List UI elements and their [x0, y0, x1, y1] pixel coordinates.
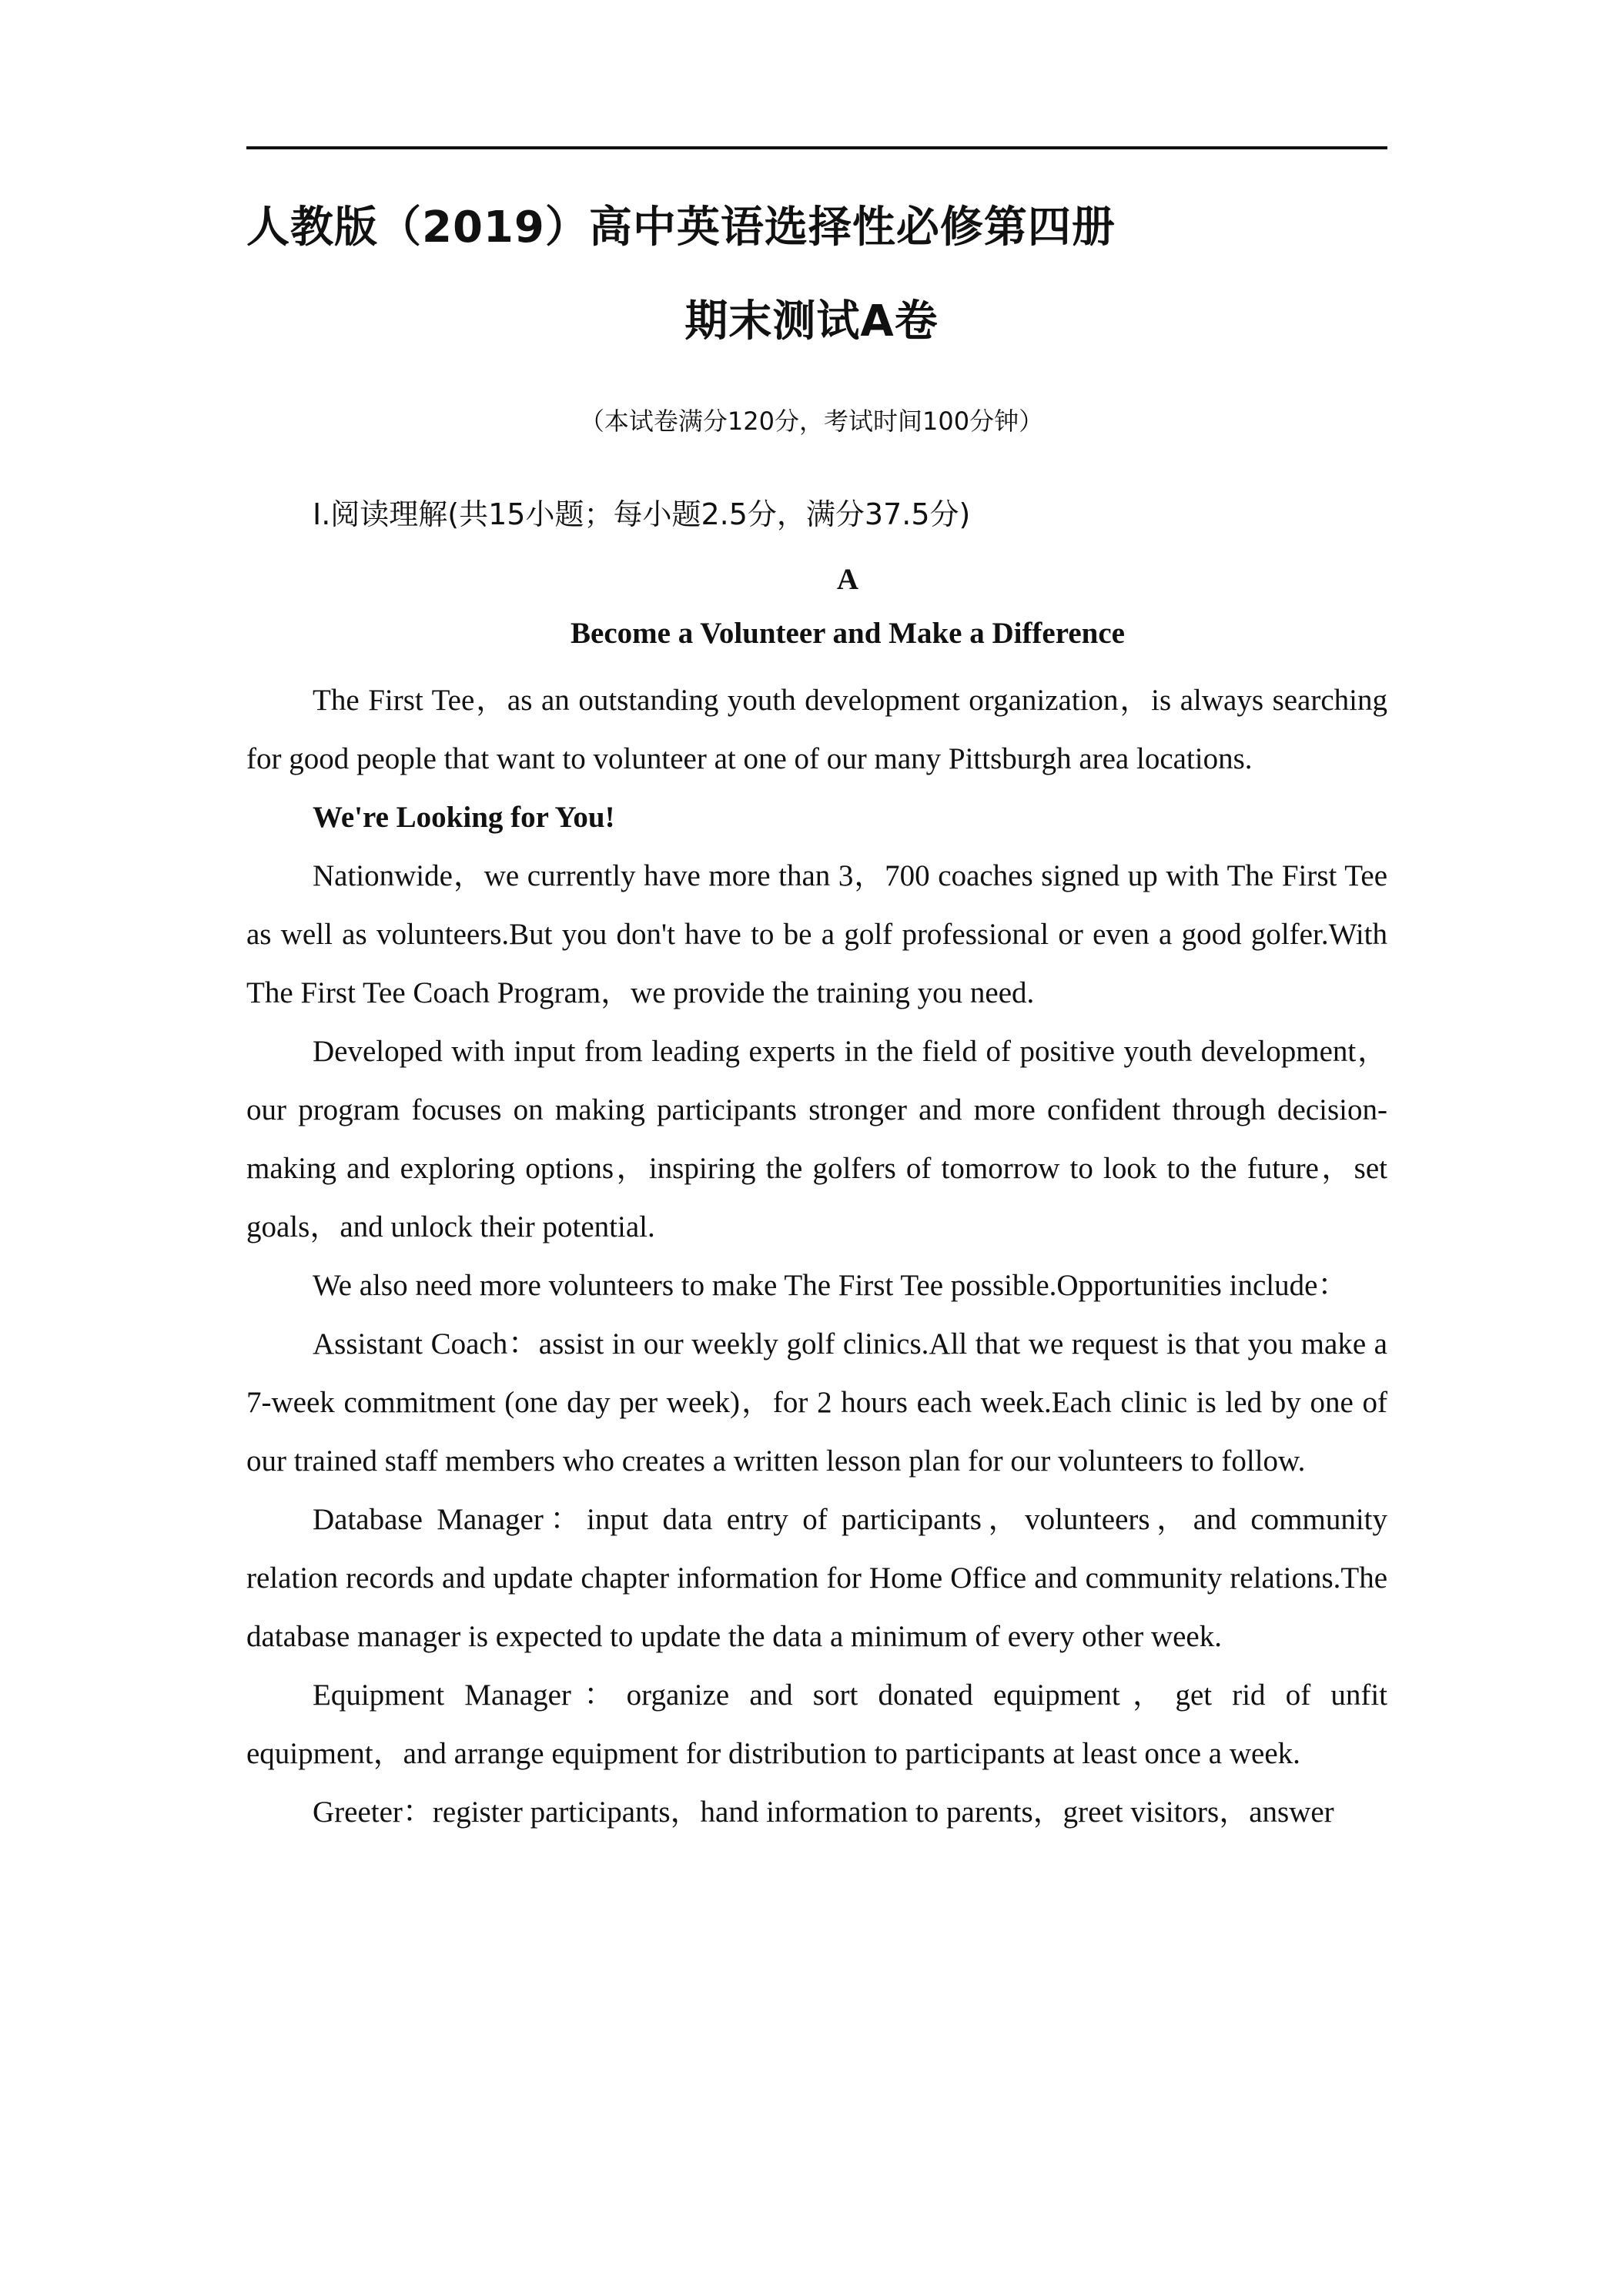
paragraph: Greeter：register participants，hand information to parents，greet visitors，answer — [313, 1796, 1334, 1829]
paragraph: Assistant Coach：assist in our weekly golf clinics.All that we request is that you make a 7-week commitment (one day per week)，for 2 hours each week.Each clinic is led by one of our trained staff members who creates a written lesson plan for our volunteers to follow. — [246, 1327, 1387, 1478]
header-rule — [246, 146, 1387, 149]
passage-title: Become a Volunteer and Make a Difference — [571, 617, 1125, 650]
exam-note: （本试卷满分120分，考试时间100分钟） — [579, 407, 1044, 436]
document-subtitle: 期末测试A卷 — [684, 296, 939, 346]
paragraph: We also need more volunteers to make The First Tee possible.Opportunities include： — [313, 1269, 1348, 1302]
paragraph: Nationwide，we currently have more than 3，700 coaches signed up with The First Tee as well as volunteers.But you don't have to be a golf professional or even a good golfer.With The First Tee Coach Program，we provide the training you need. — [246, 859, 1387, 1009]
paragraph-subheading: We're Looking for You! — [313, 801, 615, 834]
passage-label: A — [836, 563, 859, 596]
paragraph: Database Manager：input data entry of participants，volunteers，and community relation records and update chapter information for Home Office and community relations.The database manager is expected to update the data a minimum of every other week. — [246, 1503, 1387, 1653]
paragraph: Developed with input from leading experts in the field of positive youth development，our program focuses on making participants stronger and more confident through decision-making and exploring options，inspiring the golfers of tomorrow to look to the future，set goals，and unlock their potential. — [246, 1035, 1387, 1243]
paragraph: Equipment Manager：organize and sort donated equipment，get rid of unfit equipment，and arrange equipment for distribution to participants at least once a week. — [246, 1678, 1387, 1770]
paragraph: The First Tee，as an outstanding youth development organization，is always searching for good people that want to volunteer at one of our many Pittsburgh area locations. — [246, 684, 1387, 775]
passage-body — [246, 671, 1387, 1842]
section-heading: Ⅰ.阅读理解(共15小题；每小题2.5分，满分37.5分) — [313, 497, 971, 531]
document-title: 人教版（2019）高中英语选择性必修第四册 — [246, 202, 1116, 253]
